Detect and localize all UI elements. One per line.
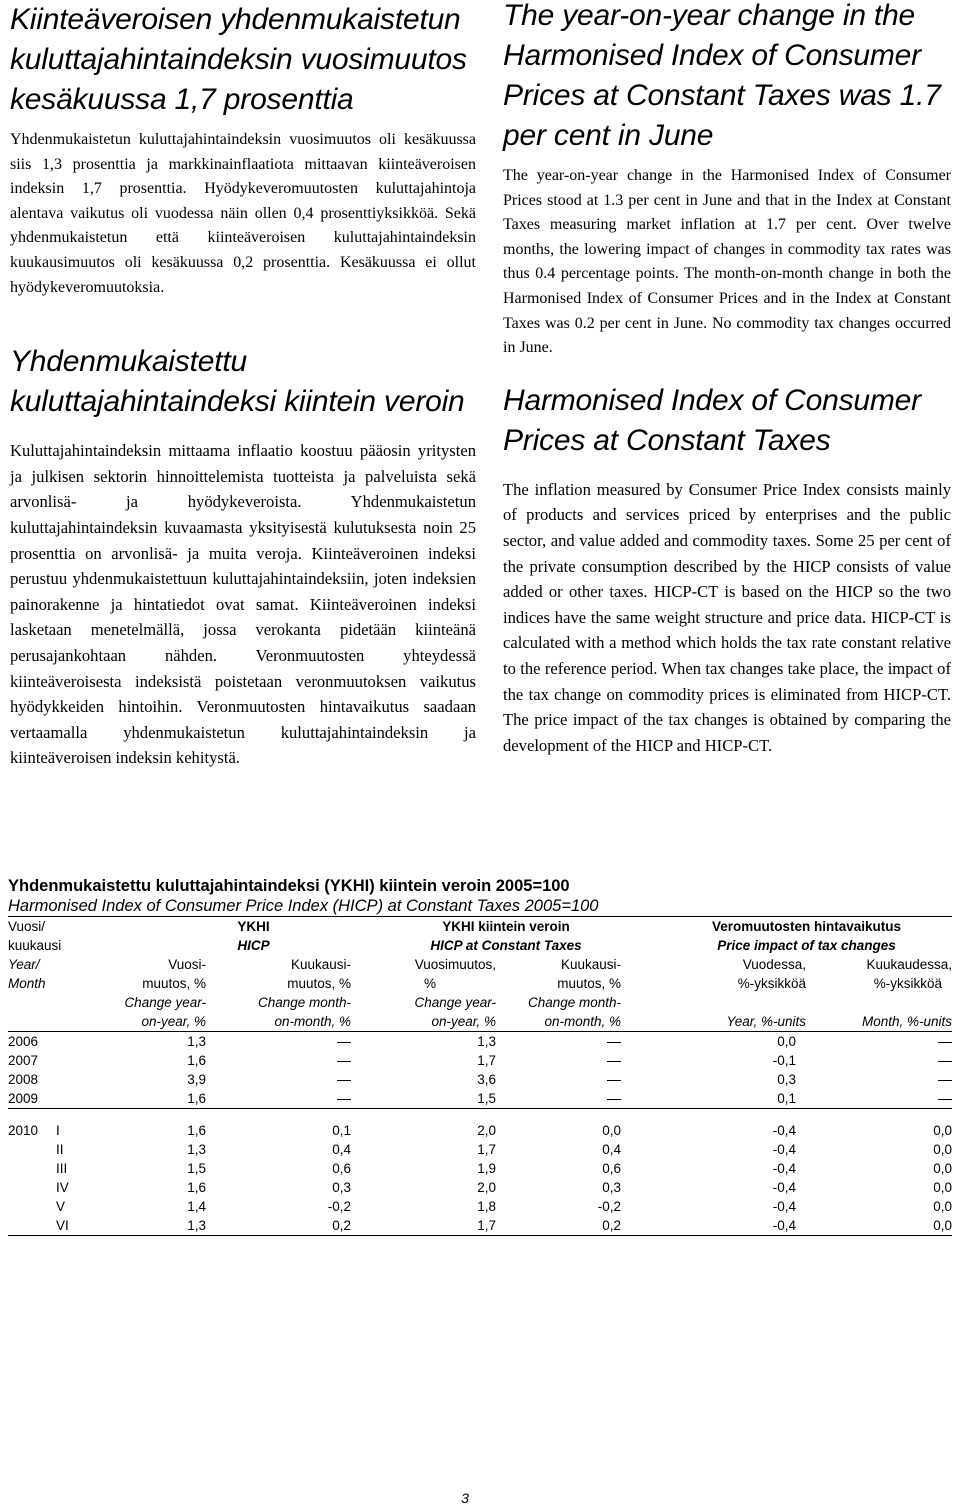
- cell-c5: -0,4: [772, 1180, 797, 1195]
- table-row: [8, 1140, 952, 1159]
- cell-c5: 0,3: [777, 1072, 797, 1087]
- table-row: [8, 1070, 952, 1089]
- table-header-row: [8, 993, 952, 1012]
- cell-c2: 0,4: [332, 1142, 352, 1157]
- page-number: 3: [461, 1490, 469, 1506]
- header-period-fi: Vuosi/: [8, 917, 96, 937]
- cell-c6: 0,0: [933, 1180, 953, 1195]
- hicp-table-section: [8, 876, 952, 1236]
- cell-dash: [806, 1070, 952, 1089]
- header-c4d: on-month, %: [496, 1012, 621, 1032]
- cell-dash: [806, 1032, 952, 1052]
- cell-c3: 1,9: [477, 1161, 497, 1176]
- header-c4b: muutos, %: [557, 976, 622, 991]
- header-ykhi: YKHI: [96, 917, 351, 937]
- cell-c1: 1,6: [96, 1089, 206, 1109]
- cell-dash: [206, 1032, 351, 1052]
- header-c5b: %-yksikköä: [737, 976, 807, 991]
- row-month: II: [56, 1142, 64, 1157]
- table-header-row: [8, 955, 952, 974]
- header-c4a: Kuukausi-: [560, 957, 622, 972]
- header-tax: Veromuutosten hintavaikutus: [621, 917, 952, 937]
- cell-c3: 1,7: [351, 1216, 496, 1236]
- cell-c2: 0,1: [332, 1123, 352, 1138]
- cell-c5: -0,4: [772, 1161, 797, 1176]
- header-ykhi-ct: YKHI kiintein veroin: [351, 917, 621, 937]
- header-c1c: Change year-: [124, 995, 206, 1010]
- cell-c4: -0,2: [597, 1199, 622, 1214]
- cell-c3: 1,8: [477, 1199, 497, 1214]
- cell-c1: 1,3: [96, 1216, 206, 1236]
- finnish-body: Kuluttajahintaindeksin mittaama inflaatio koostuu pääosin yritysten ja julkisen sektorin hinnoittelemista tuotteista ja palveluista sekä arvonlisä- ja hyödykeveroista. Yhdenmukaistetun kuluttajahintaindeksin kuvaamasta yksityisestä kulutuksesta noin 25 prosenttia on arvonlisä- ja muita veroja. Kiinteäveroinen indeksi perustuu yhdenmukaistettuun kuluttajahintaindeksiin, joten indeksien painorakenne ja hintatiedot ovat samat. Kiinteäveroinen indeksi lasketaan menetelmällä, jossa verokanta pidetään kiinteänä perusajankohtaan nähden. Veronmuutosten yhteydessä kiinteäveroisesta indeksistä poistetaan veronmuutoksen vaikutus hyödykkeiden hintoihin. Veronmuutosten hintavaikutus saadaan vertaamalla yhdenmukaistetun kuluttajahintaindeksin ja kiinteäveroisen indeksin kehitystä.: [10, 441, 476, 768]
- cell-c2: -0,2: [327, 1199, 352, 1214]
- english-title: The year-on-year change in the Harmonised Index of Consumer Prices at Constant Taxes was 1.7 per cent in June: [503, 0, 941, 152]
- table-row: [8, 1089, 952, 1109]
- header-c3b: %: [424, 976, 437, 991]
- cell-c5: -0,1: [772, 1053, 797, 1068]
- cell-c5: -0,4: [772, 1123, 797, 1138]
- header-c6a: Kuukaudessa,: [866, 957, 953, 972]
- header-tax-en: Price impact of tax changes: [717, 938, 896, 953]
- header-c3c: Change year-: [414, 995, 497, 1010]
- header-c1a: Vuosi-: [168, 957, 206, 972]
- cell-c1: 1,3: [187, 1142, 206, 1157]
- row-month: I: [56, 1123, 60, 1138]
- cell-c1: 1,6: [187, 1053, 206, 1068]
- row-month: V: [56, 1199, 66, 1214]
- cell-c5: -0,4: [772, 1199, 797, 1214]
- table-row: [8, 1178, 952, 1197]
- cell-c6: 0,0: [933, 1123, 953, 1138]
- english-column: [503, 0, 951, 758]
- header-period-fi2: kuukausi: [8, 938, 62, 953]
- row-year: 2006: [8, 1034, 39, 1049]
- finnish-intro: Yhdenmukaistetun kuluttajahintaindeksin vuosimuutos oli kesäkuussa siis 1,3 prosenttia ja markkinainflaatiota mittaavan kiinteäveroisen indeksin 1,7 prosenttia. Hyödykeveromuutosten kuluttajahintoja alentava vaikutus oli vuodessa näin ollen 0,4 prosenttiyksikköä. Sekä yhdenmukaistetun että kiinteäveroisen kuluttajahintaindeksin kuukausimuutos oli kesäkuussa 0,2 prosenttia. Kesäkuussa ei ollut hyödykeveromuutoksia.: [10, 131, 476, 296]
- header-c6d: Month, %-units: [806, 1012, 952, 1032]
- cell-c1: 1,3: [187, 1034, 206, 1049]
- cell-c3: 2,0: [477, 1180, 497, 1195]
- cell-c6: 0,0: [806, 1216, 952, 1236]
- finnish-subtitle: Yhdenmukaistettu kuluttajahintaindeksi kiintein veroin: [10, 345, 465, 419]
- row-month: VI: [56, 1216, 96, 1236]
- cell-c5: -0,4: [621, 1216, 806, 1236]
- cell-dash: [496, 1051, 621, 1070]
- cell-c5: 0,1: [621, 1089, 806, 1109]
- table-row: [8, 1159, 952, 1178]
- english-intro: The year-on-year change in the Harmonised Index of Consumer Prices stood at 1.3 per cent in June and that in the Index at Constant Taxes measuring market inflation at 1.7 per cent. Over twelve months, the lowering impact of changes in commodity tax rates was thus 0.4 percentage points. The month-on-month change in both the Harmonised Index of Consumer Prices and in the Index at Constant Taxes was 0.2 per cent in June. No commodity tax changes occurred in June.: [503, 167, 951, 357]
- row-month: III: [56, 1161, 68, 1176]
- english-body: The inflation measured by Consumer Price Index consists mainly of products and services priced by enterprises and the public sector, and value added and commodity taxes. Some 25 per cent of the private consumption described by the HICP consists of value added or other taxes. HICP-CT is based on the HICP so the two indices have the same weight structure and price data. HICP-CT is calculated with a method which holds the tax rate constant relative to the reference period. When tax changes take place, the impact of the tax change on commodity prices is eliminated from HICP-CT. The price impact of the tax changes is obtained by comparing the development of the HICP and HICP-CT.: [503, 479, 951, 755]
- cell-c5: 0,0: [777, 1034, 797, 1049]
- finnish-column: [10, 0, 476, 771]
- cell-c3: 2,0: [477, 1123, 497, 1138]
- cell-c2: 0,6: [332, 1161, 352, 1176]
- table-row: [8, 1032, 952, 1052]
- cell-c6: 0,0: [933, 1142, 953, 1157]
- table-title-en: Harmonised Index of Consumer Price Index (HICP) at Constant Taxes 2005=100: [8, 897, 599, 915]
- header-c3a: Vuosimuutos,: [414, 957, 497, 972]
- cell-c3: 1,5: [351, 1089, 496, 1109]
- cell-c1: 1,4: [187, 1199, 206, 1214]
- cell-c5: -0,4: [772, 1142, 797, 1157]
- header-c2d: on-month, %: [206, 1012, 351, 1032]
- table-header-row: [8, 917, 952, 937]
- header-c6b: %-yksikköä: [873, 976, 943, 991]
- header-hicp: HICP: [237, 938, 270, 953]
- cell-dash: [496, 1070, 621, 1089]
- cell-c6: 0,0: [933, 1161, 953, 1176]
- cell-dash: [496, 1032, 621, 1052]
- cell-c3: 1,7: [477, 1053, 497, 1068]
- cell-c1: 1,6: [187, 1123, 206, 1138]
- cell-dash: [206, 1051, 351, 1070]
- hicp-table: [8, 916, 952, 1236]
- cell-c4: 0,0: [602, 1123, 622, 1138]
- cell-c1: 3,9: [187, 1072, 206, 1087]
- table-title-fi: Yhdenmukaistettu kuluttajahintaindeksi (YKHI) kiintein veroin 2005=100: [8, 877, 570, 895]
- header-c2b: muutos, %: [287, 976, 352, 991]
- row-month: IV: [56, 1180, 69, 1195]
- row-year: 2008: [8, 1072, 39, 1087]
- finnish-title: Kiinteäveroisen yhdenmukaistetun kuluttajahintaindeksin vuosimuutos kesäkuussa 1,7 prosenttia: [10, 3, 467, 116]
- header-c4c: Change month-: [527, 995, 622, 1010]
- header-c5a: Vuodessa,: [742, 957, 807, 972]
- cell-dash: [496, 1089, 621, 1109]
- cell-c4: 0,4: [602, 1142, 622, 1157]
- cell-dash: [206, 1070, 351, 1089]
- row-year: 2007: [8, 1053, 39, 1068]
- cell-c1: 1,6: [187, 1180, 206, 1195]
- table-header-row: [8, 936, 952, 955]
- cell-c2: 0,2: [206, 1216, 351, 1236]
- english-subtitle: Harmonised Index of Consumer Prices at Constant Taxes: [503, 383, 921, 457]
- header-c1b: muutos, %: [142, 976, 206, 991]
- row-year: 2010: [8, 1123, 39, 1138]
- header-c2c: Change month-: [257, 995, 352, 1010]
- row-year: 2009: [8, 1089, 96, 1109]
- cell-c4: 0,2: [496, 1216, 621, 1236]
- table-row: [8, 1197, 952, 1216]
- header-c5d: Year, %-units: [621, 1012, 806, 1032]
- cell-c1: 1,5: [187, 1161, 206, 1176]
- cell-c3: 1,7: [477, 1142, 497, 1157]
- header-c3d: on-year, %: [351, 1012, 496, 1032]
- table-header-row: [8, 1012, 952, 1032]
- cell-c4: 0,3: [602, 1180, 622, 1195]
- header-period-en: Year/: [8, 957, 40, 972]
- header-c1d: on-year, %: [96, 1012, 206, 1032]
- table-header-row: [8, 974, 952, 993]
- cell-c3: 1,3: [477, 1034, 497, 1049]
- header-hicp-ct: HICP at Constant Taxes: [430, 938, 582, 953]
- table-row: [8, 1216, 952, 1236]
- cell-dash: [806, 1051, 952, 1070]
- cell-dash: [206, 1089, 351, 1109]
- header-period-en2: Month: [8, 976, 46, 991]
- cell-c4: 0,6: [602, 1161, 622, 1176]
- table-row: [8, 1051, 952, 1070]
- header-c2a: Kuukausi-: [290, 957, 352, 972]
- cell-c6: 0,0: [933, 1199, 953, 1214]
- table-row: [8, 1121, 952, 1140]
- cell-c2: 0,3: [332, 1180, 352, 1195]
- cell-c3: 3,6: [477, 1072, 497, 1087]
- cell-dash: [806, 1089, 952, 1109]
